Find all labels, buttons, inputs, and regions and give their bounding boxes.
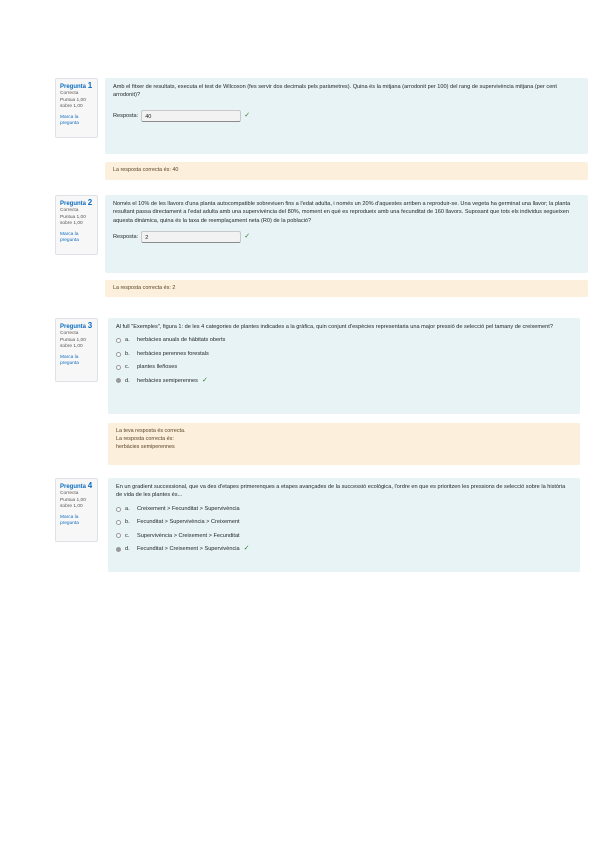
answer-input[interactable]: 40	[141, 110, 241, 122]
option-letter: a.	[125, 337, 130, 344]
question-text: En un gradient successional, que va des d'etapes primerenques a etapes avançades de la successió ecològica, l'ordre en que es prioritzen les pressions de selecció sobre la història de vida de les plantes és...	[116, 484, 566, 499]
question-text: Amb el fitxer de resultats, executa el test de Wilcoxon (fes servir dos decimals pels paràmetres). Quina és la mitjana (arrodonit per 100) del rang de supervivència mitjana (per cent arrodonit)?	[113, 84, 557, 99]
check-icon: ✓	[244, 233, 251, 241]
question-mark: Puntua 1,00 sobre 1,00	[60, 214, 86, 227]
question-content	[108, 478, 580, 572]
question-state: Correcta	[60, 491, 79, 496]
option-letter: c.	[125, 532, 130, 539]
radio-button[interactable]	[116, 520, 121, 525]
question-label: Pregunta	[60, 324, 87, 330]
option-letter: d.	[125, 546, 130, 553]
option-text: Fecunditat > Creixement > Supervivència	[137, 546, 240, 553]
correct-answer-label: La resposta correcta és:	[116, 436, 174, 442]
question-number: 2	[87, 198, 93, 207]
question-label: Pregunta	[60, 84, 87, 90]
answer-option-c[interactable]	[116, 532, 572, 540]
option-text: herbàcies perennes forestals	[137, 350, 209, 357]
answer-option-b[interactable]	[116, 518, 572, 526]
answer-option-b[interactable]	[116, 350, 572, 358]
flag-question-link[interactable]: Marca la pregunta	[60, 231, 79, 244]
feedback-correct-text: La teva resposta és correcta.	[116, 428, 186, 434]
flag-question-link[interactable]: Marca la pregunta	[60, 354, 79, 367]
option-text: plantes lleñoses	[137, 364, 178, 371]
question-info	[55, 478, 98, 542]
option-text: Supervivència > Creixement > Fecunditat	[137, 532, 240, 539]
answer-option-d[interactable]	[116, 545, 572, 553]
question-info	[55, 195, 98, 255]
question-info	[55, 318, 98, 382]
feedback-box	[105, 162, 588, 180]
answer-option-d[interactable]	[116, 377, 572, 385]
option-letter: d.	[125, 377, 130, 384]
check-icon: ✓	[243, 545, 250, 553]
radio-button[interactable]	[116, 352, 121, 357]
question-label: Pregunta	[60, 484, 87, 490]
check-icon: ✓	[244, 111, 251, 119]
answer-option-c[interactable]	[116, 363, 572, 371]
question-content	[108, 318, 580, 414]
option-text: herbàcies anuals de hàbitats oberts	[137, 337, 226, 344]
question-content	[105, 195, 588, 273]
radio-button-selected[interactable]	[116, 378, 121, 383]
question-mark: Puntua 1,00 sobre 1,00	[60, 97, 86, 110]
answer-option-a[interactable]	[116, 336, 572, 344]
question-state: Correcta	[60, 91, 79, 96]
question-text: Al full "Exemples", figura 1: de les 4 categories de plantes indicades a la gràfica, quin conjunt d'espècies representaria una major pressió de selecció pel tamany de creixement?	[116, 324, 553, 330]
question-state: Correcta	[60, 208, 79, 213]
question-number: 4	[87, 481, 93, 490]
question-number: 1	[87, 81, 93, 90]
answer-label: Resposta:	[113, 112, 139, 119]
question-label: Pregunta	[60, 201, 87, 207]
check-icon: ✓	[201, 376, 208, 384]
radio-button[interactable]	[116, 338, 121, 343]
radio-button[interactable]	[116, 533, 121, 538]
option-letter: c.	[125, 364, 130, 371]
radio-button[interactable]	[116, 365, 121, 370]
option-letter: a.	[125, 505, 130, 512]
flag-question-link[interactable]: Marca la pregunta	[60, 514, 79, 527]
question-state: Correcta	[60, 331, 79, 336]
answer-label: Resposta:	[113, 234, 139, 241]
feedback-box	[105, 280, 588, 297]
option-letter: b.	[125, 350, 130, 357]
correct-answer-text: herbàcies semiperennes	[116, 444, 175, 450]
question-mark: Puntua 1,00 sobre 1,00	[60, 497, 86, 510]
feedback-box	[108, 423, 580, 465]
radio-button[interactable]	[116, 507, 121, 512]
question-mark: Puntua 1,00 sobre 1,00	[60, 337, 86, 350]
answer-option-a[interactable]	[116, 505, 572, 513]
option-text: herbàcies semiperennes	[137, 377, 198, 384]
correct-answer-text: La resposta correcta és: 40	[113, 167, 179, 173]
option-letter: b.	[125, 519, 130, 526]
question-info	[55, 78, 98, 138]
question-text: Només el 10% de les llavors d'una planta autocompatible sobreviuen fins a l'edat adulta, i només un 20% d'aquestes arriben a reproduir-se. Una vegeta ha germinat una llavor; la planta resultant passa directament a l'edat adulta amb una supervivència del 80%, moment en què es reprodueix amb una fecunditat de 160 llavors. Suposant que tots els individus segueixen aquesta dinàmica, quina és la taxa de reemplaçament neta (R0) de la població?	[113, 201, 571, 224]
question-content	[105, 78, 588, 154]
correct-answer-text: La resposta correcta és: 2	[113, 285, 176, 291]
radio-button-selected[interactable]	[116, 547, 121, 552]
flag-question-link[interactable]: Marca la pregunta	[60, 114, 79, 127]
answer-input[interactable]: 2	[141, 231, 241, 243]
question-number: 3	[87, 321, 93, 330]
option-text: Creixement > Fecunditat > Supervivència	[137, 505, 240, 512]
option-text: Fecunditat > Supervivència > Creixement	[137, 519, 240, 526]
